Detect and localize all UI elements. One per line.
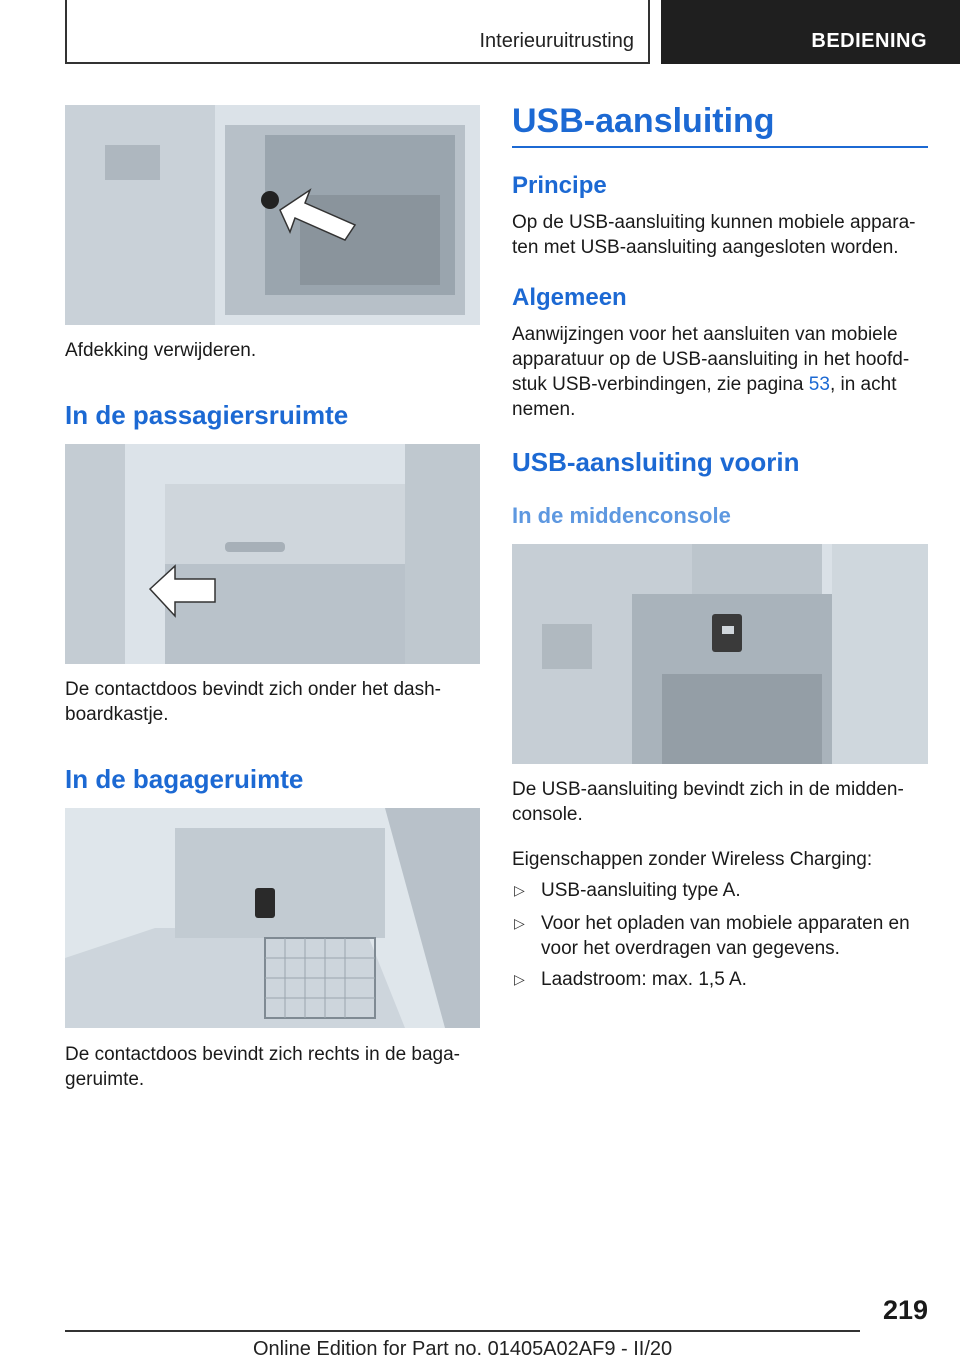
chapter-tab [661,0,960,64]
console-caption: De USB-aansluiting bevindt zich in de midden- console. [512,779,904,825]
caption-glovebox: De contactdoos bevindt zich onder het dash- boardkastje. [65,679,442,725]
section-title: Interieuruitrusting [479,30,634,52]
heading-general: Algemeen [512,284,627,311]
general-text: Aanwijzingen voor het aansluiten van mobiele apparatuur op de USB-aansluiting in het hoofd- stuk USB-verbindingen, zie pagina 53, in acht nemen. [512,324,910,420]
figure-glovebox-socket [65,444,480,664]
page-title: USB-aansluiting [512,102,775,140]
heading-passenger-compartment: In de passagiersruimte [65,400,349,430]
figure-center-console-usb [512,544,928,764]
title-rule [512,146,928,148]
footer-rule [65,1330,860,1332]
bullet-arrow-icon: ▷ [514,915,525,931]
figure-console-cover [65,105,480,325]
properties-intro: Eigenschappen zonder Wireless Charging: [512,849,873,870]
figure-luggage-socket [65,808,480,1028]
bullet-usb-type: USB-aansluiting type A. [541,880,741,901]
caption-remove-cover: Afdekking verwijderen. [65,340,257,361]
header-section-box [65,0,650,64]
bullet-arrow-icon: ▷ [514,882,525,898]
footer-edition: Online Edition for Part no. 01405A02AF9 - II/20 [253,1338,673,1360]
heading-center-console: In de middenconsole [512,503,731,528]
chapter-tab-label: BEDIENING [811,30,927,52]
bullet-charging-data: Voor het opladen van mobiele apparaten en voor het overdragen van gegevens. [541,913,910,959]
principle-text: Op de USB-aansluiting kunnen mobiele appara- ten met USB-aansluiting aangesloten worden. [512,212,916,258]
page-number: 219 [882,1295,928,1325]
heading-luggage-compartment: In de bagageruimte [65,764,304,794]
heading-principle: Principe [512,172,607,199]
bullet-current: Laadstroom: max. 1,5 A. [541,969,747,990]
bullet-arrow-icon: ▷ [514,971,525,987]
caption-luggage: De contactdoos bevindt zich rechts in de baga- geruimte. [65,1044,461,1090]
heading-usb-front: USB-aansluiting voorin [512,447,800,477]
page-link-53[interactable]: 53 [808,374,830,395]
